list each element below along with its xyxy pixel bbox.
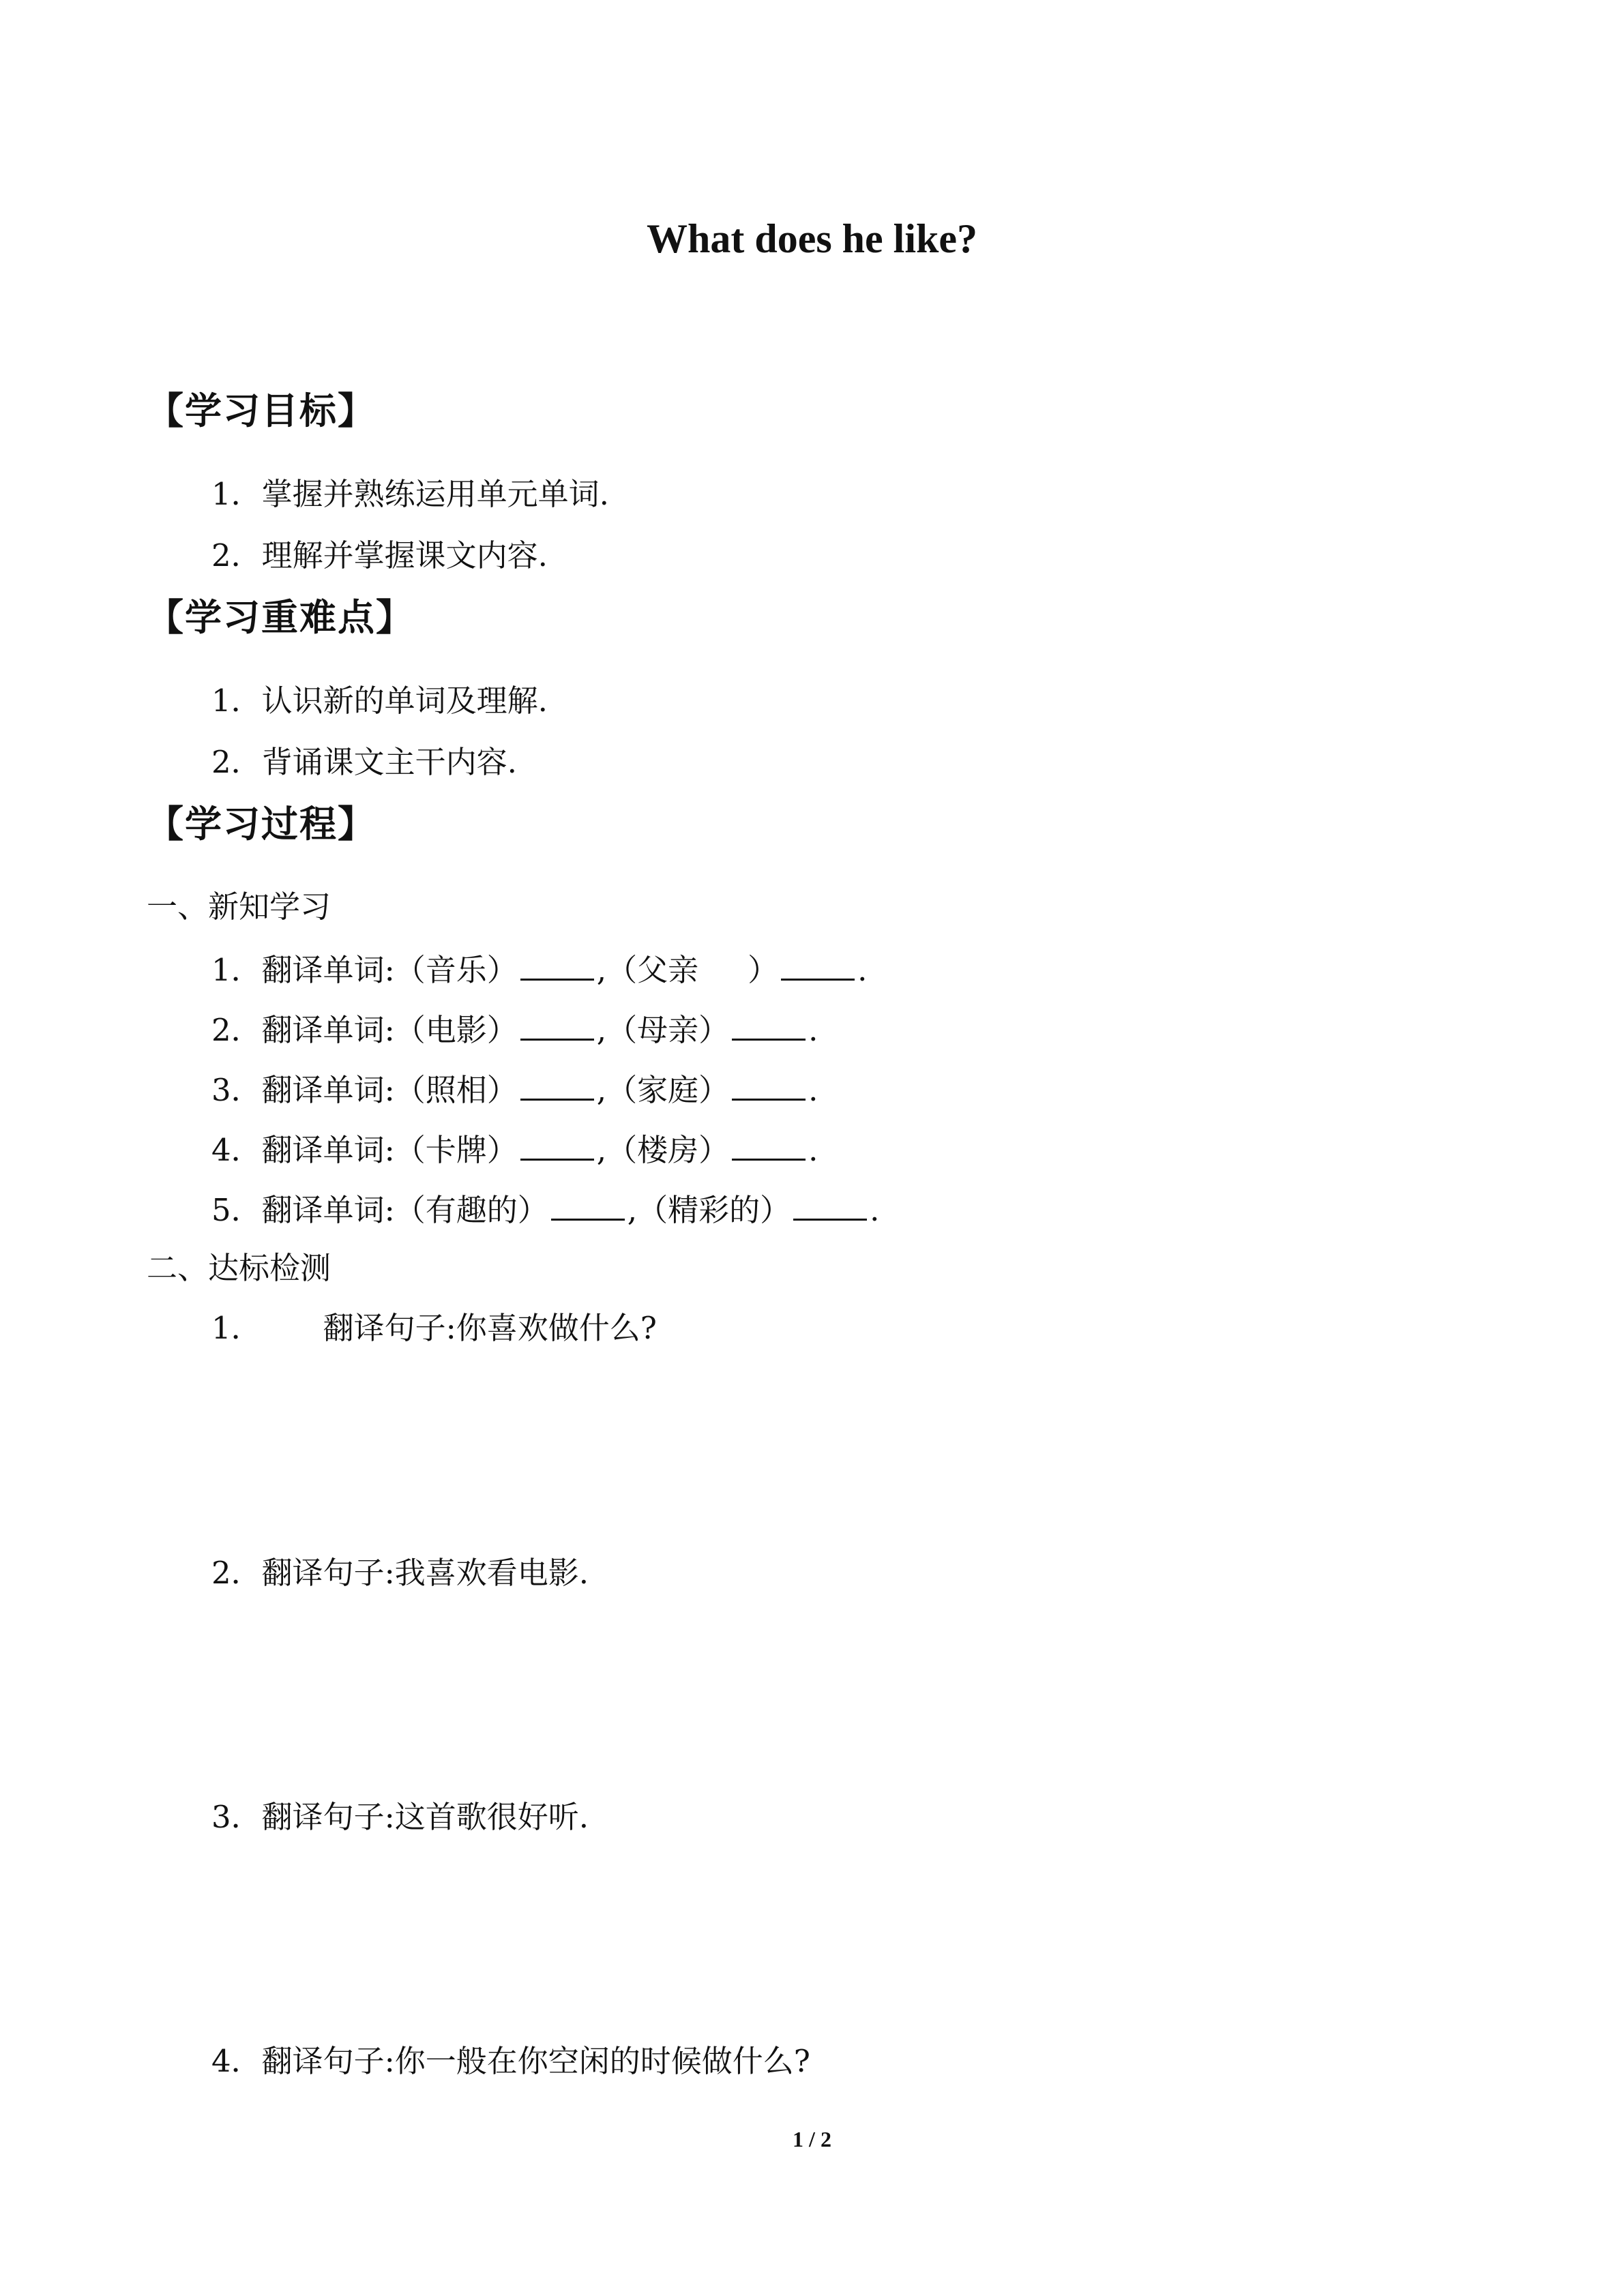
keypoint-item-2: 2．背诵课文主干内容. [211,744,517,780]
vocab-item-3 [211,1064,818,1114]
goal-item-2: 2．理解并掌握课文内容. [211,537,548,573]
vocab-item-prefix: 3．翻译单词:（照相） [211,1072,518,1108]
vocab-item-mid: ,（母亲） [596,1012,730,1048]
answer-blank[interactable] [520,1004,594,1041]
vocab-item-4 [211,1124,818,1174]
answer-blank[interactable] [732,1004,806,1041]
answer-blank[interactable] [520,1124,594,1161]
page-title: What does he like? [646,216,978,261]
answer-blank[interactable] [551,1184,625,1221]
keypoint-item-1: 1．认识新的单词及理解. [211,683,548,719]
answer-blank[interactable] [732,1064,806,1101]
vocab-item-end: . [870,1192,880,1228]
vocab-item-mid: ,（楼房） [596,1132,730,1168]
translation-item-2: 2．翻译句子:我喜欢看电影. [211,1555,589,1591]
page-number: 1 / 2 [793,2127,831,2151]
vocab-item-prefix: 5．翻译单词:（有趣的） [211,1192,548,1228]
answer-blank[interactable] [732,1124,806,1161]
vocab-item-end: . [857,952,868,988]
vocab-item-end: . [808,1072,818,1108]
answer-blank[interactable] [781,944,855,981]
vocab-item-mid: ,（父亲 [596,952,699,988]
vocab-item-prefix: 1．翻译单词:（音乐） [211,952,518,988]
translation-item-3: 3．翻译句子:这首歌很好听. [211,1799,589,1835]
part1-title: 一、新知学习 [147,889,331,925]
translation-item-text: 翻译句子:你喜欢做什么? [323,1310,657,1346]
vocab-item-5 [211,1184,879,1234]
vocab-item-end: . [808,1132,818,1168]
translation-item-number: 1． [211,1310,262,1346]
answer-blank[interactable] [520,944,594,981]
translation-item-4: 4．翻译句子:你一般在你空闲的时候做什么? [211,2043,810,2079]
vocab-item-prefix: 2．翻译单词:（电影） [211,1012,518,1048]
vocab-item-mid: ,（家庭） [596,1072,730,1108]
answer-blank[interactable] [793,1184,867,1221]
keypoints-heading: 【学习重难点】 [147,596,414,639]
goal-item-1: 1．掌握并熟练运用单元单词. [211,476,609,512]
answer-blank[interactable] [520,1064,594,1101]
part2-title: 二、达标检测 [147,1250,331,1286]
vocab-item-mid: ,（精彩的） [627,1192,791,1228]
process-heading: 【学习过程】 [147,803,376,846]
vocab-item-2 [211,1004,818,1054]
vocab-item-end: . [808,1012,818,1048]
vocab-item-1 [211,944,867,994]
vocab-item-prefix: 4．翻译单词:（卡牌） [211,1132,518,1168]
translation-item-1 [211,1304,657,1352]
vocab-item-mid2: ） [748,952,779,988]
goals-heading: 【学习目标】 [147,389,376,432]
